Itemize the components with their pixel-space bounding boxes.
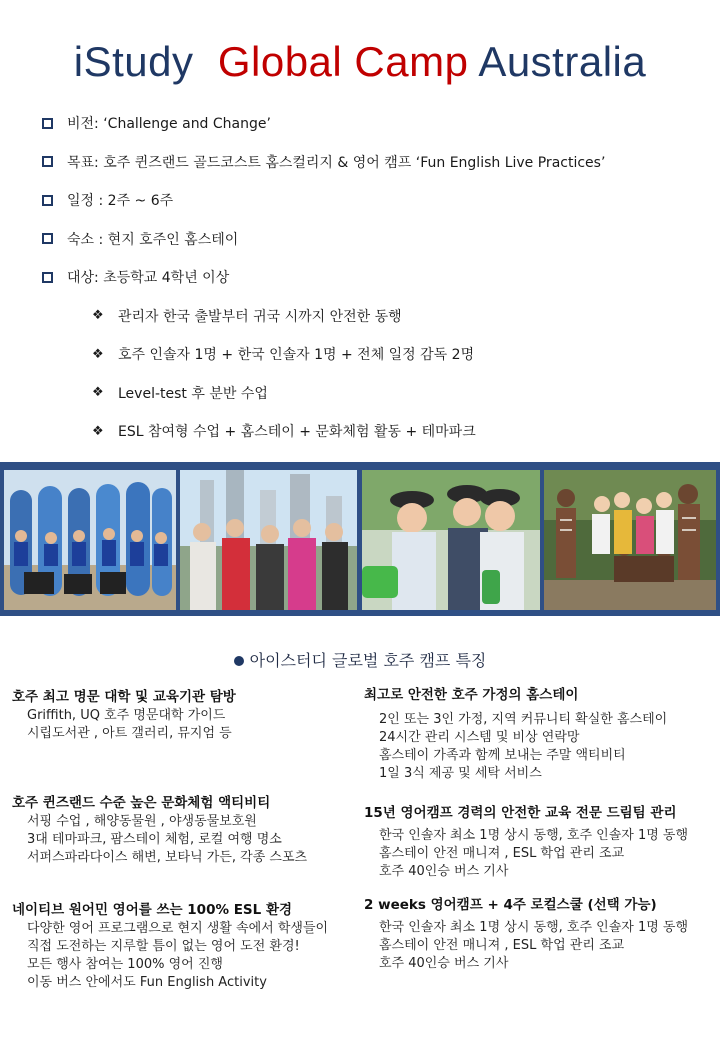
feature-heading: 최고로 안전한 호주 가정의 홈스테이	[364, 687, 579, 703]
feature-block	[364, 686, 714, 783]
feature-block	[12, 688, 357, 743]
feature-heading: 호주 퀸즈랜드 수준 높은 문화체험 액티비티	[12, 795, 271, 811]
square-bullet-icon	[42, 118, 53, 129]
bullet-text: 비전: ‘Challenge and Change’	[67, 116, 271, 133]
feature-line: 홈스테이 안전 매니져 , ESL 학업 관리 조교	[379, 846, 625, 861]
sub-bullet	[42, 335, 700, 374]
title-global-camp: Global Camp	[217, 38, 469, 85]
feature-line: 다양한 영어 프로그램으로 현지 생활 속에서 학생들이	[27, 921, 329, 936]
diamond-bullet-icon: ❖	[92, 308, 104, 324]
feature-line: 2인 또는 3인 가정, 지역 커뮤니티 확실한 홈스테이	[379, 712, 668, 727]
feature-line: 홈스테이 안전 매니져 , ESL 학업 관리 조교	[379, 938, 625, 953]
sub-bullet	[42, 412, 700, 451]
sub-bullet-text: Level-test 후 분반 수업	[118, 385, 268, 402]
feature-line: Griffith, UQ 호주 명문대학 가이드	[27, 708, 226, 723]
feature-line: 3대 테마파크, 팜스테이 체험, 로컬 여행 명소	[27, 832, 282, 847]
feature-heading: 네이티브 원어민 영어를 쓰는 100% ESL 환경	[12, 902, 293, 918]
sub-bullet-text: ESL 참여형 수업 + 홈스테이 + 문화체험 활동 + 테마파크	[118, 424, 476, 441]
circle-bullet-icon	[234, 656, 244, 666]
sub-bullet	[42, 374, 700, 413]
feature-block	[12, 901, 357, 992]
feature-heading: 15년 영어캠프 경력의 안전한 교육 전문 드림팀 관리	[364, 805, 677, 821]
diamond-bullet-icon: ❖	[92, 346, 104, 362]
feature-line: 서퍼스파라다이스 해변, 보타닉 가든, 각종 스포츠	[27, 850, 308, 865]
square-bullet-icon	[42, 272, 53, 283]
feature-line: 호주 40인승 버스 기사	[379, 864, 509, 879]
bullet-schedule	[42, 181, 700, 220]
feature-line: 모든 행사 참여는 100% 영어 진행	[27, 957, 223, 972]
photo-students-outdoors	[362, 470, 540, 610]
title-istudy: iStudy	[73, 38, 194, 85]
feature-line: 1일 3식 제공 및 세탁 서비스	[379, 766, 542, 781]
feature-line: 이동 버스 안에서도 Fun English Activity	[27, 975, 267, 990]
bullet-text: 대상: 초등학교 4학년 이상	[67, 270, 230, 287]
feature-line: 호주 40인승 버스 기사	[379, 956, 509, 971]
bullet-text: 일정 : 2주 ~ 6주	[67, 193, 174, 210]
features-heading	[0, 648, 720, 671]
square-bullet-icon	[42, 233, 53, 244]
square-bullet-icon	[42, 156, 53, 167]
feature-line: 서핑 수업 , 해양동물원 , 야생동물보호원	[27, 814, 257, 829]
bullet-text: 숙소 : 현지 호주인 홈스테이	[67, 231, 239, 248]
feature-block	[364, 896, 714, 973]
photo-cultural-experience	[544, 470, 716, 610]
feature-line: 홈스테이 가족과 함께 보내는 주말 액티비티	[379, 748, 626, 763]
sub-bullet	[42, 297, 700, 336]
sub-bullet-text: 호주 인솔자 1명 + 한국 인솔자 1명 + 전체 일정 감독 2명	[118, 347, 475, 364]
photo-strip	[0, 462, 720, 616]
features-heading-text: 아이스터디 글로벌 호주 캠프 특징	[249, 651, 487, 670]
square-bullet-icon	[42, 195, 53, 206]
page-title	[0, 38, 720, 86]
feature-line: 한국 인솔자 최소 1명 상시 동행, 호주 인솔자 1명 동행	[379, 828, 689, 843]
feature-line: 한국 인솔자 최소 1명 상시 동행, 호주 인솔자 1명 동행	[379, 920, 689, 935]
bullet-goal	[42, 143, 700, 182]
photo-group-city	[180, 470, 357, 610]
bullet-text: 목표: 호주 퀸즈랜드 골드코스트 홈스컬리지 & 영어 캠프 ‘Fun English Live Practices’	[67, 154, 606, 171]
feature-heading: 2 weeks 영어캠프 + 4주 로컬스쿨 (선택 가능)	[364, 897, 657, 913]
feature-block	[12, 794, 357, 867]
sub-bullet-text: 관리자 한국 출발부터 귀국 시까지 안전한 동행	[118, 308, 402, 325]
diamond-bullet-icon: ❖	[92, 423, 104, 439]
feature-line: 24시간 관리 시스템 및 비상 연락망	[379, 730, 580, 745]
bullet-vision	[42, 104, 700, 143]
feature-line: 시립도서관 , 아트 갤러리, 뮤지엄 등	[27, 726, 232, 741]
diamond-bullet-icon: ❖	[92, 385, 104, 401]
title-australia: Australia	[478, 38, 647, 85]
bullet-target	[42, 258, 700, 297]
bullet-accommodation	[42, 220, 700, 259]
info-bullet-list	[42, 104, 700, 451]
photo-surf-lesson	[4, 470, 176, 610]
feature-heading: 호주 최고 명문 대학 및 교육기관 탐방	[12, 689, 236, 705]
feature-line: 직접 도전하는 지루할 틈이 없는 영어 도전 환경!	[27, 939, 300, 954]
feature-block	[364, 804, 714, 881]
